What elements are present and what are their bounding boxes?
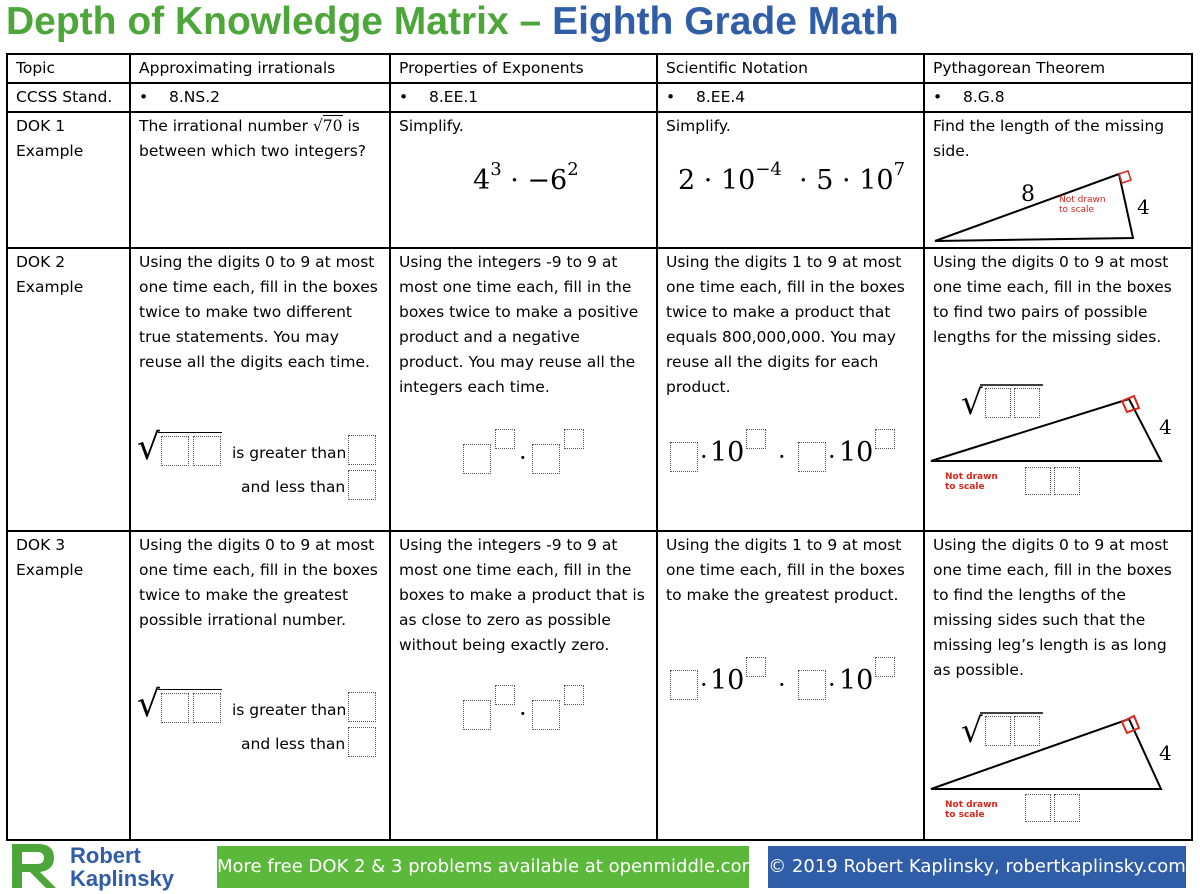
dok2-pyth-text: Using the digits 0 to 9 at most one time each, fill in the boxes to find two pairs of possible lengths for the missing sides. (933, 253, 1172, 346)
exponent-box[interactable] (746, 657, 766, 677)
exponent-box[interactable] (495, 429, 515, 449)
dok1-pythagorean-cell (924, 112, 1192, 248)
dok3-sci-text: Using the digits 1 to 9 at most one time each, fill in the boxes to make the greatest product. (666, 536, 905, 604)
coefficient-box[interactable] (798, 442, 826, 472)
ccss-standard: 8.EE.4 (696, 88, 746, 106)
ten: 10 (710, 665, 745, 696)
hypotenuse-box[interactable] (1014, 388, 1040, 418)
table-row (7, 531, 1192, 840)
answer-box[interactable] (348, 727, 376, 757)
bullet: • (399, 88, 409, 106)
exponent: −4 (755, 159, 782, 180)
rk-logo-icon (10, 842, 62, 890)
dok3-sci-notation-cell (657, 531, 924, 840)
base-box[interactable] (463, 444, 491, 474)
base-box[interactable] (463, 700, 491, 730)
coefficient-box[interactable] (670, 442, 698, 472)
operator: · (700, 671, 708, 699)
bullet: • (933, 88, 943, 106)
operator: · (510, 165, 519, 196)
ten: 10 (859, 165, 894, 196)
dok1-exponents-cell (390, 112, 657, 248)
dok3-pyth-text: Using the digits 0 to 9 at most one time each, fill in the boxes to find the lengths of the missing sides such that the missing leg’s length is as long as possible. (933, 536, 1172, 679)
ten: 10 (720, 165, 756, 196)
dok2-sci-text: Using the digits 1 to 9 at most one time each, fill in the boxes twice to make a product that equals 800,000,000. You may reuse all the digits for each product. (666, 253, 905, 396)
exponent-box[interactable] (495, 685, 515, 705)
operator: · (778, 671, 786, 699)
row-label-dok2: DOK 2 Example (7, 248, 130, 531)
radical-bar (158, 689, 222, 690)
ccss-cell (657, 83, 924, 112)
ten: 10 (839, 665, 874, 696)
leg-box[interactable] (1025, 467, 1051, 495)
ccss-cell (390, 83, 657, 112)
answer-box[interactable] (348, 435, 376, 465)
sqrt-70: √70 (312, 117, 343, 135)
title-part2: Eighth Grade Math (552, 0, 899, 43)
exponent-box[interactable] (564, 685, 584, 705)
dok1-text-post: is between which two integers? (139, 117, 366, 160)
operator: · (519, 444, 527, 472)
exponent: 2 (567, 159, 579, 180)
copyright-banner[interactable]: © 2019 Robert Kaplinsky, robertkaplinsky.com (768, 846, 1186, 888)
dok3-pythagorean-cell (924, 531, 1192, 840)
dok1-text-pre: The irrational number (139, 117, 313, 135)
exponent-box[interactable] (564, 429, 584, 449)
radicand: 70 (322, 117, 343, 135)
sqrt-icon: √ (137, 427, 160, 468)
greater-than-label: is greater than (232, 444, 347, 462)
dok2-irrationals-cell (130, 248, 390, 531)
operator: · (703, 165, 713, 196)
row-label-dok1: DOK 1 Example (7, 112, 130, 248)
leg-label: 4 (1159, 415, 1172, 439)
title-part1: Depth of Knowledge Matrix (6, 0, 509, 43)
topic-cell: Pythagorean Theorem (924, 54, 1192, 83)
dok-matrix-table (6, 53, 1193, 841)
logo-line1: Robert (70, 843, 141, 868)
answer-box[interactable] (193, 693, 221, 723)
operator: · (828, 443, 836, 471)
dok3-exponents-text: Using the integers -9 to 9 at most one time each, fill in the boxes to make a product that is as close to zero as possible without being exactly zero. (399, 536, 645, 654)
not-to-scale-note: Not drawn to scale (945, 472, 998, 492)
topic-cell: Approximating irrationals (130, 54, 390, 83)
not-to-scale-note: Not drawn to scale (945, 800, 998, 820)
ccss-standard: 8.G.8 (963, 88, 1005, 106)
simplify-label: Simplify. (666, 117, 731, 135)
leg-box[interactable] (1025, 794, 1051, 822)
ten: 10 (710, 437, 745, 468)
table-row (7, 54, 1192, 83)
exponent-box[interactable] (746, 429, 766, 449)
dok3-irrationals-text: Using the digits 0 to 9 at most one time each, fill in the boxes twice to make the greatest possible irrational number. (139, 536, 378, 629)
dok2-exponents-text: Using the integers -9 to 9 at most one time each, fill in the boxes twice to make a positive product and a negative product. You may reuse all the integers each time. (399, 253, 639, 396)
hypotenuse-box[interactable] (985, 388, 1011, 418)
leg-box[interactable] (1054, 467, 1080, 495)
sqrt-icon: √ (961, 383, 983, 423)
operator: · (842, 165, 851, 196)
table-row (7, 248, 1192, 531)
answer-box[interactable] (348, 470, 376, 500)
dok2-irrationals-text: Using the digits 0 to 9 at most one time each, fill in the boxes twice to make two different true statements. You may reuse all the digits each time. (139, 253, 378, 371)
operator: · (799, 165, 808, 196)
base-box[interactable] (532, 444, 560, 474)
hypotenuse-label: 8 (1021, 182, 1035, 207)
coefficient-box[interactable] (798, 670, 826, 700)
coefficient: 2 (678, 165, 696, 196)
table-row (7, 112, 1192, 248)
row-label-dok3: DOK 3 Example (7, 531, 130, 840)
leg-label: 4 (1159, 741, 1172, 765)
sci-notation-expression (678, 159, 906, 196)
exponent: 7 (893, 159, 906, 180)
leg-label: 4 (1137, 195, 1150, 219)
dok3-exponents-cell (390, 531, 657, 840)
exponent: 3 (490, 159, 502, 180)
leg-box[interactable] (1054, 794, 1080, 822)
topic-cell: Scientific Notation (657, 54, 924, 83)
ccss-standard: 8.NS.2 (169, 88, 221, 106)
less-than-label: and less than (241, 478, 346, 496)
base: 4 (473, 165, 491, 196)
answer-box[interactable] (348, 692, 376, 722)
ccss-cell (924, 83, 1192, 112)
triangle-diagram (933, 168, 1163, 248)
operator: · (828, 671, 836, 699)
ccss-cell (130, 83, 390, 112)
row-label-ccss: CCSS Stand. (7, 83, 130, 112)
sqrt-icon: √ (137, 684, 160, 725)
simplify-label: Simplify. (399, 117, 464, 135)
dok1-irrationals-cell (130, 112, 390, 248)
ten: 10 (839, 437, 874, 468)
exponent-box[interactable] (875, 429, 895, 449)
logo-wordmark (70, 844, 174, 890)
coefficient-box[interactable] (670, 670, 698, 700)
dok2-exponents-cell (390, 248, 657, 531)
right-angle-marker (1119, 171, 1131, 183)
dok2-sci-notation-cell (657, 248, 924, 531)
dok3-irrationals-cell (130, 531, 390, 840)
coefficient: 5 (816, 165, 834, 196)
hypotenuse-box[interactable] (985, 716, 1011, 746)
bullet: • (666, 88, 676, 106)
operator: · (700, 443, 708, 471)
answer-box[interactable] (193, 436, 221, 466)
row-label-topic: Topic (7, 54, 130, 83)
operator: · (778, 443, 786, 471)
answer-box[interactable] (161, 693, 189, 723)
not-to-scale-note: Not drawn to scale (1059, 195, 1106, 215)
base: −6 (527, 165, 568, 196)
less-than-label: and less than (241, 735, 346, 753)
radical-bar (158, 432, 222, 433)
openmiddle-link-banner[interactable]: More free DOK 2 & 3 problems available at openmiddle.com (217, 846, 749, 888)
sqrt-icon: √ (961, 711, 983, 751)
dok1-pyth-text: Find the length of the missing side. (933, 117, 1165, 160)
operator: · (519, 700, 527, 728)
exponent-expression (473, 159, 579, 196)
answer-box[interactable] (161, 436, 189, 466)
hypotenuse-box[interactable] (1014, 716, 1040, 746)
topic-cell: Properties of Exponents (390, 54, 657, 83)
greater-than-label: is greater than (232, 701, 347, 719)
logo-line2: Kaplinsky (70, 866, 174, 891)
title-dash: – (508, 0, 553, 43)
dok1-sci-notation-cell (657, 112, 924, 248)
bullet: • (139, 88, 149, 106)
ccss-standard: 8.EE.1 (429, 88, 479, 106)
exponent-box[interactable] (875, 657, 895, 677)
page-title (6, 0, 899, 46)
base-box[interactable] (532, 700, 560, 730)
table-row (7, 83, 1192, 112)
dok2-pythagorean-cell (924, 248, 1192, 531)
